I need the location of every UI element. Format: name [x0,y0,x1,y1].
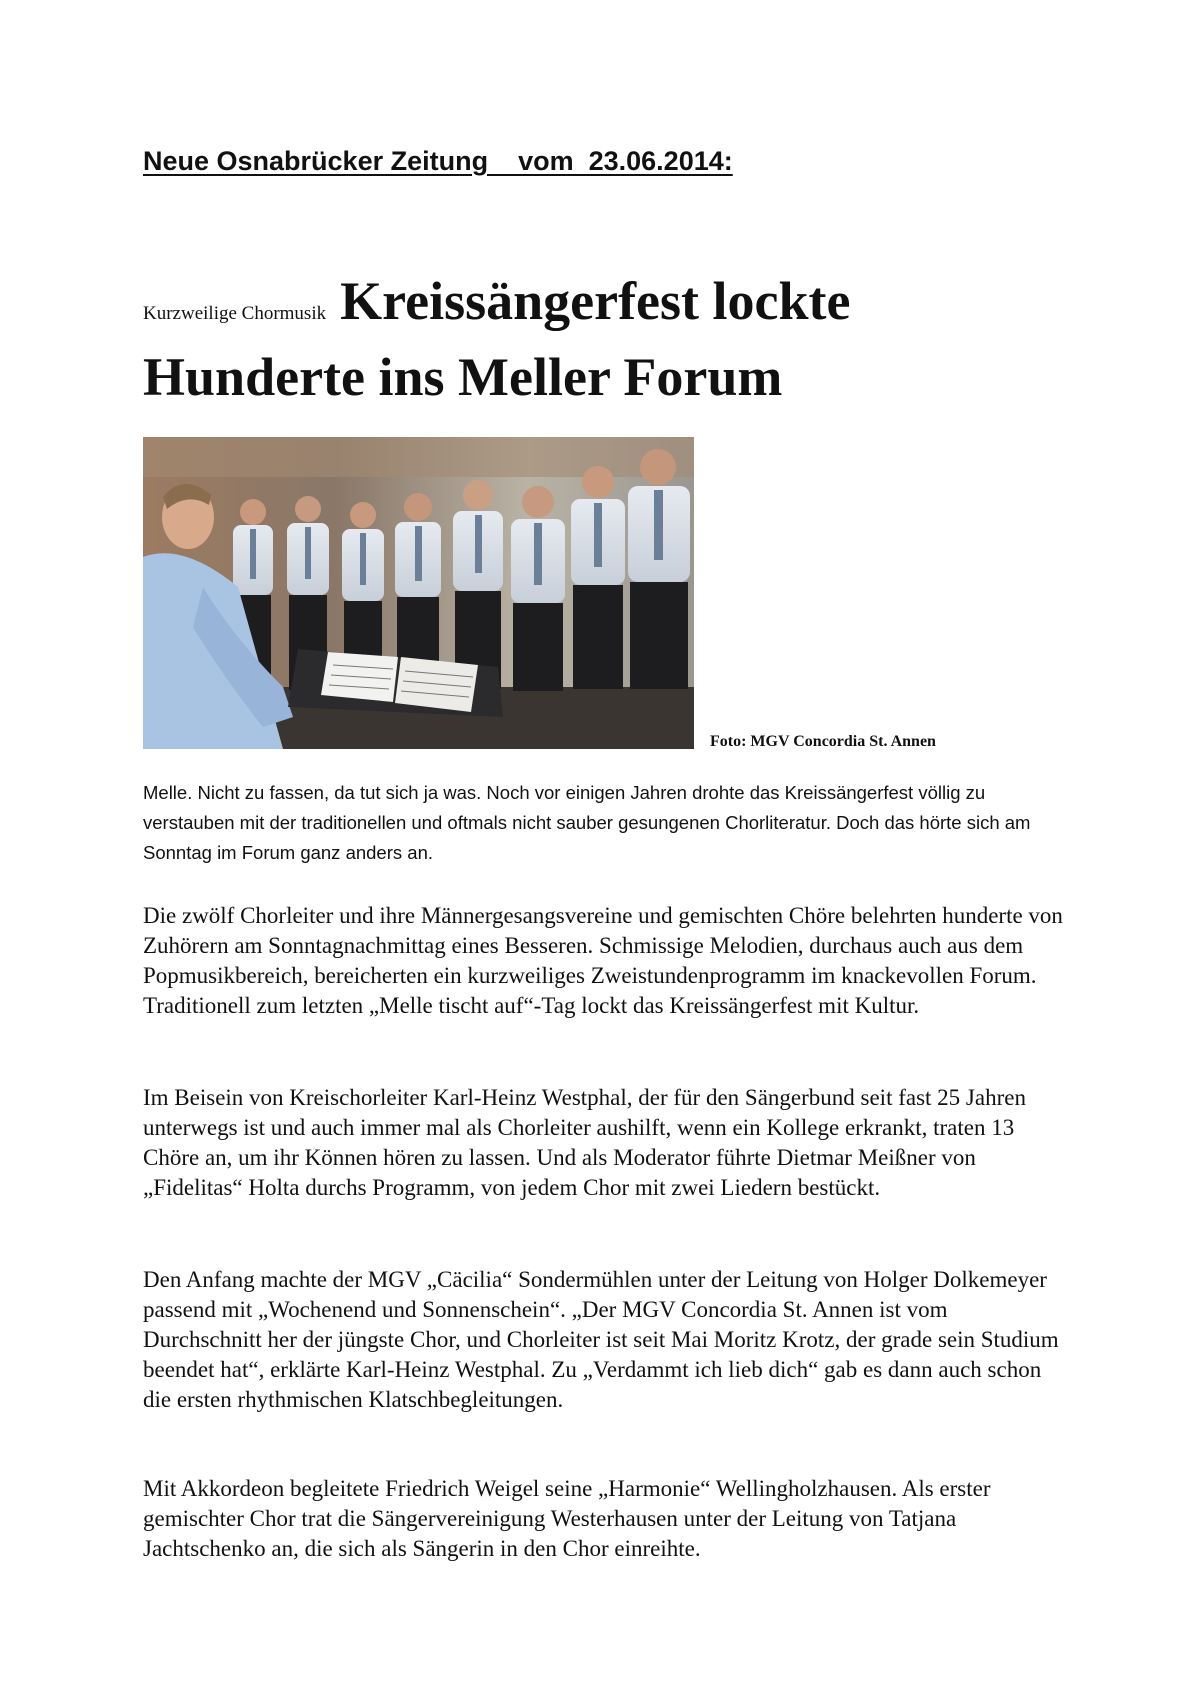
newspaper-source-line: Neue Osnabrücker Zeitung vom 23.06.2014: [143,146,733,176]
photo-credit: Foto: MGV Concordia St. Annen [710,733,936,750]
lead-paragraph: Melle. Nicht zu fassen, da tut sich ja was. Noch vor einigen Jahren drohte das Kreissängerfest völlig zu verstauben mit der traditionellen und oftmals nicht sauber gesungenen Chorliteratur. Doch das hörte sich am Sonntag im Forum ganz anders an. [143,782,1031,863]
headline-line-1: Kreissängerfest lockte [340,271,851,331]
choir-photo [143,437,694,749]
body-paragraph: Den Anfang machte der MGV „Cäcilia“ Sondermühlen unter der Leitung von Holger Dolkemeyer passend mit „Wochenend und Sonnenschein“. „Der MGV Concordia St. Annen ist vom Durchschnitt her der jüngste Chor, und Chorleiter ist seit Mai Moritz Krotz, der grade sein Studium beendet hat“, erklärte Karl-Heinz Westphal. Zu „Verdammt ich lieb dich“ gab es dann auch schon die ersten rhythmischen Klatschbegleitungen. [143,1267,1059,1412]
body-paragraph: Im Beisein von Kreischorleiter Karl-Heinz Westphal, der für den Sängerbund seit fast 25 Jahren unterwegs ist und auch immer mal als Chorleiter aushilft, wenn ein Kollege erkrankt, traten 13 Chöre an, um ihr Können hören zu lassen. Und als Moderator führte Dietmar Meißner von „Fidelitas“ Holta durchs Programm, von jedem Chor mit zwei Liedern bestückt. [143,1085,1026,1200]
body-paragraph: Mit Akkordeon begleitete Friedrich Weigel seine „Harmonie“ Wellingholzhausen. Als erster gemischter Chor trat die Sängervereinigung Westerhausen unter der Leitung von Tatjana Jachtschenko an, die sich als Sängerin in den Chor einreihte. [143,1476,991,1561]
headline-block [143,270,1103,332]
body-paragraph: Die zwölf Chorleiter und ihre Männergesangsvereine und gemischten Chöre belehrten hunderte von Zuhörern am Sonntagnachmittag eines Besseren. Schmissige Melodien, durchaus auch aus dem Popmusikbereich, bereicherten ein kurzweiliges Zweistundenprogramm im knackevollen Forum. Traditionell zum letzten „Melle tischt auf“-Tag lockt das Kreissängerfest mit Kultur. [143,903,1063,1018]
kicker: Kurzweilige Chormusik [143,303,327,324]
headline-line-2: Hunderte ins Meller Forum [143,347,783,407]
